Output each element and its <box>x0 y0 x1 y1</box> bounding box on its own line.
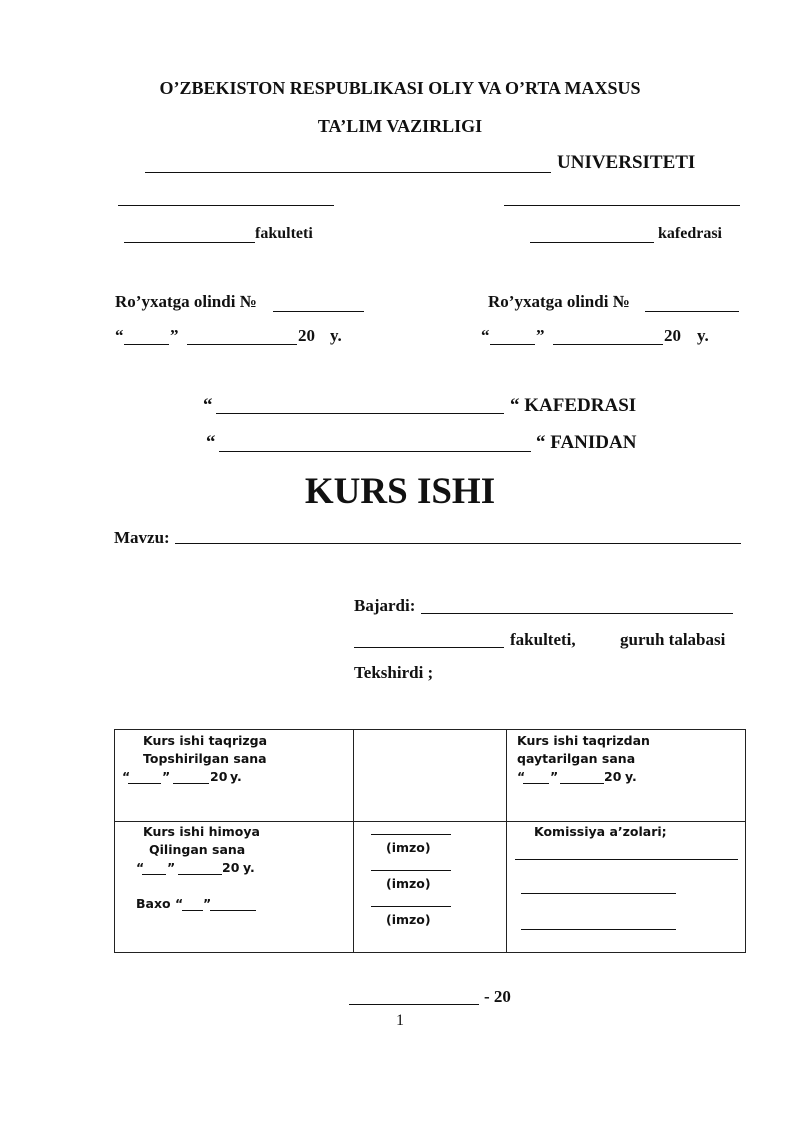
registration-label-left: Ro’yxatga olindi № <box>115 292 257 311</box>
group-label: guruh talabasi <box>620 630 726 649</box>
ministry-line-2: TA’LIM VAZIRLIGI <box>317 116 483 136</box>
date-day-blank-right[interactable] <box>490 344 535 345</box>
faculty-label: fakulteti <box>255 225 313 242</box>
signature-label-2: (imzo) <box>386 876 431 891</box>
defense-date-close: ” <box>167 860 176 875</box>
year-suffix-right: y. <box>697 326 709 345</box>
date-day-blank-left[interactable] <box>124 344 169 345</box>
student-faculty-blank[interactable] <box>354 647 504 648</box>
topic-blank[interactable] <box>175 543 741 544</box>
footer-year-label: - 20 <box>484 987 511 1006</box>
defense-line1: Kurs ishi himoya <box>143 824 260 839</box>
signature-line-2[interactable] <box>371 870 451 871</box>
department-open-quote: “ <box>203 395 213 416</box>
faculty-blank[interactable] <box>124 242 255 243</box>
signature-label-1: (imzo) <box>386 840 431 855</box>
defense-cell <box>115 822 354 953</box>
blank-line-right[interactable] <box>504 205 740 206</box>
signature-label-3: (imzo) <box>386 912 431 927</box>
blank-line-left[interactable] <box>118 205 334 206</box>
date-month-blank-left[interactable] <box>187 344 297 345</box>
review-submitted-month-blank[interactable] <box>173 783 209 784</box>
signature-line-3[interactable] <box>371 906 451 907</box>
review-submitted-date-open: “ <box>122 769 131 784</box>
review-submitted-date-close: ” <box>162 769 171 784</box>
course-open-quote: “ <box>206 432 216 453</box>
document-title: KURS ISHI <box>304 471 496 512</box>
commission-member-line-1[interactable] <box>515 859 738 860</box>
department-label: kafedrasi <box>658 225 722 242</box>
topic-label: Mavzu: <box>114 528 170 547</box>
grade-label: Baxo “ <box>136 896 184 911</box>
review-submitted-day-blank[interactable] <box>128 783 161 784</box>
department-name-blank[interactable] <box>216 413 504 414</box>
review-returned-line1: Kurs ishi taqrizdan <box>517 733 650 748</box>
registration-number-blank-left[interactable] <box>273 311 364 312</box>
ministry-line-1: O’ZBEKISTON RESPUBLIKASI OLIY VA O’RTA MAXSUS <box>159 78 641 98</box>
signatures-cell <box>354 822 507 953</box>
empty-middle-cell <box>354 730 507 822</box>
defense-day-blank[interactable] <box>142 874 166 875</box>
review-returned-date-open: “ <box>517 769 526 784</box>
date-month-blank-right[interactable] <box>553 344 663 345</box>
year-prefix-right: 20 <box>664 326 681 345</box>
date-open-quote-right: “ <box>481 326 490 345</box>
course-name-blank[interactable] <box>219 451 531 452</box>
defense-year: 20 <box>222 860 240 875</box>
date-close-quote-left: ” <box>170 326 179 345</box>
date-close-quote-right: ” <box>536 326 545 345</box>
page-number: 1 <box>396 1012 404 1029</box>
signature-line-1[interactable] <box>371 834 451 835</box>
student-name-blank[interactable] <box>421 613 733 614</box>
defense-line2: Qilingan sana <box>149 842 246 857</box>
grade-word-blank[interactable] <box>210 910 256 911</box>
commission-member-line-2[interactable] <box>521 893 676 894</box>
commission-label: Komissiya a’zolari; <box>534 824 667 839</box>
course-fanidan-label: “ FANIDAN <box>536 432 637 453</box>
done-by-label: Bajardi: <box>354 596 416 615</box>
review-returned-month-blank[interactable] <box>560 783 604 784</box>
student-faculty-label: fakulteti, <box>510 630 576 649</box>
review-returned-day-blank[interactable] <box>523 783 549 784</box>
commission-member-line-3[interactable] <box>521 929 676 930</box>
registration-number-blank-right[interactable] <box>645 311 739 312</box>
commission-cell <box>507 822 746 953</box>
defense-date-open: “ <box>136 860 145 875</box>
university-label: UNIVERSITETI <box>557 152 696 173</box>
checked-by-label: Tekshirdi ; <box>354 663 434 682</box>
department-blank[interactable] <box>530 242 654 243</box>
review-submitted-line2: Topshirilgan sana <box>143 751 267 766</box>
registration-label-right: Ro’yxatga olindi № <box>488 292 630 311</box>
review-submitted-cell <box>115 730 354 822</box>
review-returned-year: 20 <box>604 769 622 784</box>
department-kafedrasi-label: “ KAFEDRASI <box>510 395 637 416</box>
grade-value-blank[interactable] <box>182 910 203 911</box>
grade-close-quote: ” <box>203 896 212 911</box>
review-table <box>114 729 746 953</box>
defense-year-suffix: y. <box>243 860 255 875</box>
review-returned-year-suffix: y. <box>625 769 637 784</box>
defense-month-blank[interactable] <box>178 874 222 875</box>
review-returned-cell <box>507 730 746 822</box>
university-name-blank[interactable] <box>145 172 551 173</box>
review-returned-line2: qaytarilgan sana <box>517 751 636 766</box>
date-open-quote-left: “ <box>115 326 124 345</box>
review-returned-date-close: ” <box>550 769 559 784</box>
year-suffix-left: y. <box>330 326 342 345</box>
city-blank[interactable] <box>349 1004 479 1005</box>
review-submitted-line1: Kurs ishi taqrizga <box>143 733 268 748</box>
review-submitted-year: 20 <box>210 769 228 784</box>
year-prefix-left: 20 <box>298 326 315 345</box>
review-submitted-year-suffix: y. <box>230 769 242 784</box>
